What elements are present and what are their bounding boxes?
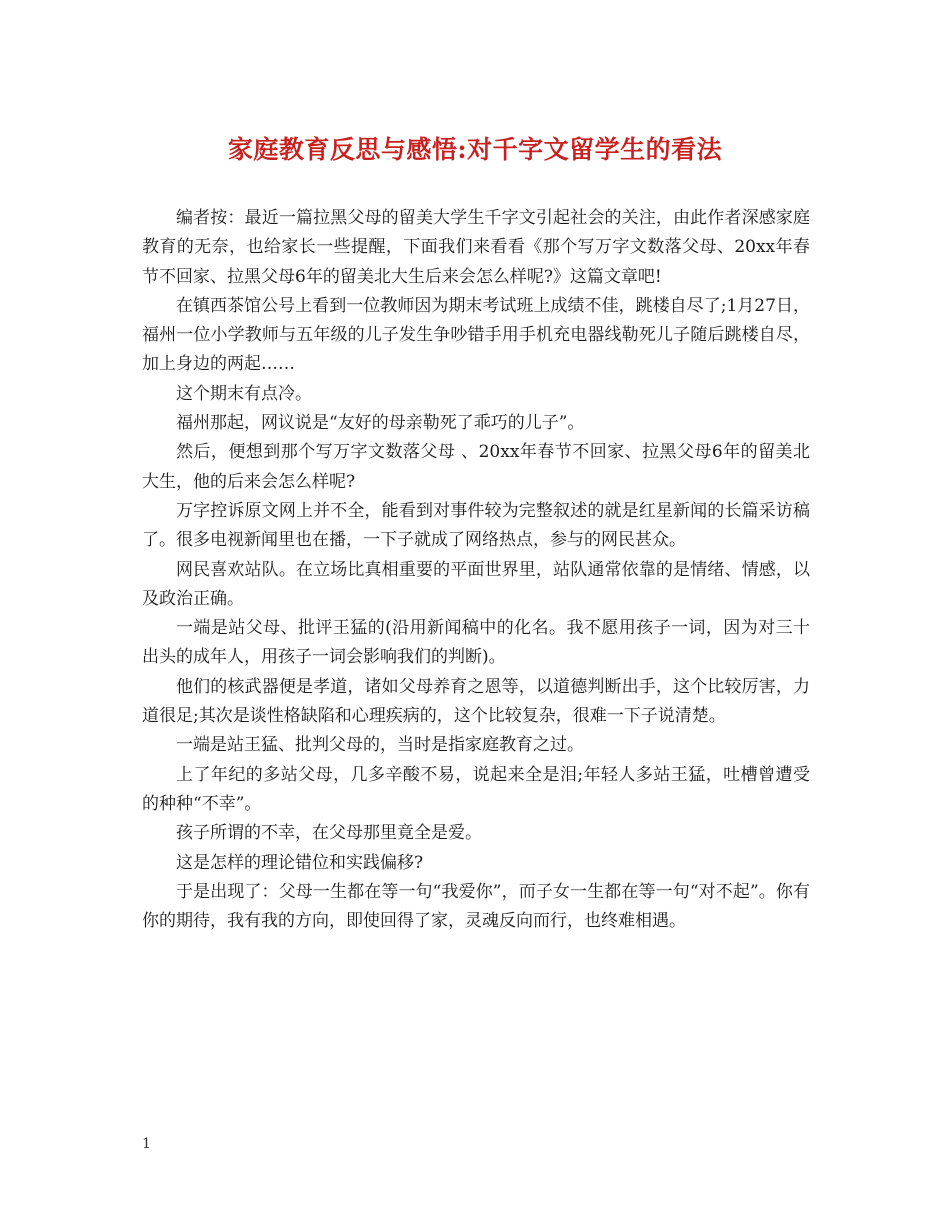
paragraph: 他们的核武器便是孝道，诸如父母养育之恩等，以道德判断出手，这个比较厉害，力道很足;其次是谈性格缺陷和心理疾病的，这个比较复杂，很难一下子说清楚。 [142, 676, 810, 727]
paragraph: 孩子所谓的不幸，在父母那里竟全是爱。 [176, 823, 482, 844]
paragraph: 然后，便想到那个写万字文数落父母 、20xx年春节不回家、拉黑父母6年的留美北大生，他的后来会怎么样呢? [142, 442, 810, 492]
paragraph: 一端是站父母、批评王猛的(沿用新闻稿中的化名。我不愿用孩子一词，因为对三十出头的成年人，用孩子一词会影响我们的判断)。 [142, 618, 810, 668]
paragraph: 福州那起，网议说是“友好的母亲勒死了乖巧的儿子”。 [176, 413, 585, 434]
document-body [142, 204, 810, 936]
paragraph: 于是出现了：父母一生都在等一句“我爱你”，而子女一生都在等一句“对不起”。你有你的期待，我有我的方向，即使回得了家，灵魂反向而行，也终难相遇。 [142, 881, 810, 932]
document-title: 家庭教育反思与感悟:对千字文留学生的看法 [227, 135, 723, 164]
page-number: 1 [142, 1136, 151, 1152]
paragraph: 这是怎样的理论错位和实践偏移? [176, 852, 424, 873]
paragraph: 万字控诉原文网上并不全，能看到对事件较为完整叙述的就是红星新闻的长篇采访稿了。很多电视新闻里也在播，一下子就成了网络热点，参与的网民甚众。 [142, 500, 810, 551]
paragraph: 一端是站王猛、批判父母的，当时是指家庭教育之过。 [176, 735, 584, 756]
paragraph: 网民喜欢站队。在立场比真相重要的平面世界里，站队通常依靠的是情绪、情感，以及政治正确。 [142, 559, 810, 609]
paragraph-editor-note: 编者按：最近一篇拉黑父母的留美大学生千字文引起社会的关注，由此作者深感家庭教育的无奈，也给家长一些提醒，下面我们来看看《那个写万字文数落父母、20xx年春节不回家、拉黑父母6年的留美北大生后来会怎么样呢?》这篇文章吧! [142, 208, 810, 287]
paragraph: 这个期末有点冷。 [176, 383, 312, 404]
paragraph: 在镇西茶馆公号上看到一位教师因为期末考试班上成绩不佳，跳楼自尽了;1月27日，福州一位小学教师与五年级的儿子发生争吵错手用手机充电器线勒死儿子随后跳楼自尽，加上身边的两起…… [142, 295, 810, 375]
paragraph: 上了年纪的多站父母，几多辛酸不易，说起来全是泪;年轻人多站王猛，吐槽曾遭受的种种“不幸”。 [142, 764, 810, 814]
